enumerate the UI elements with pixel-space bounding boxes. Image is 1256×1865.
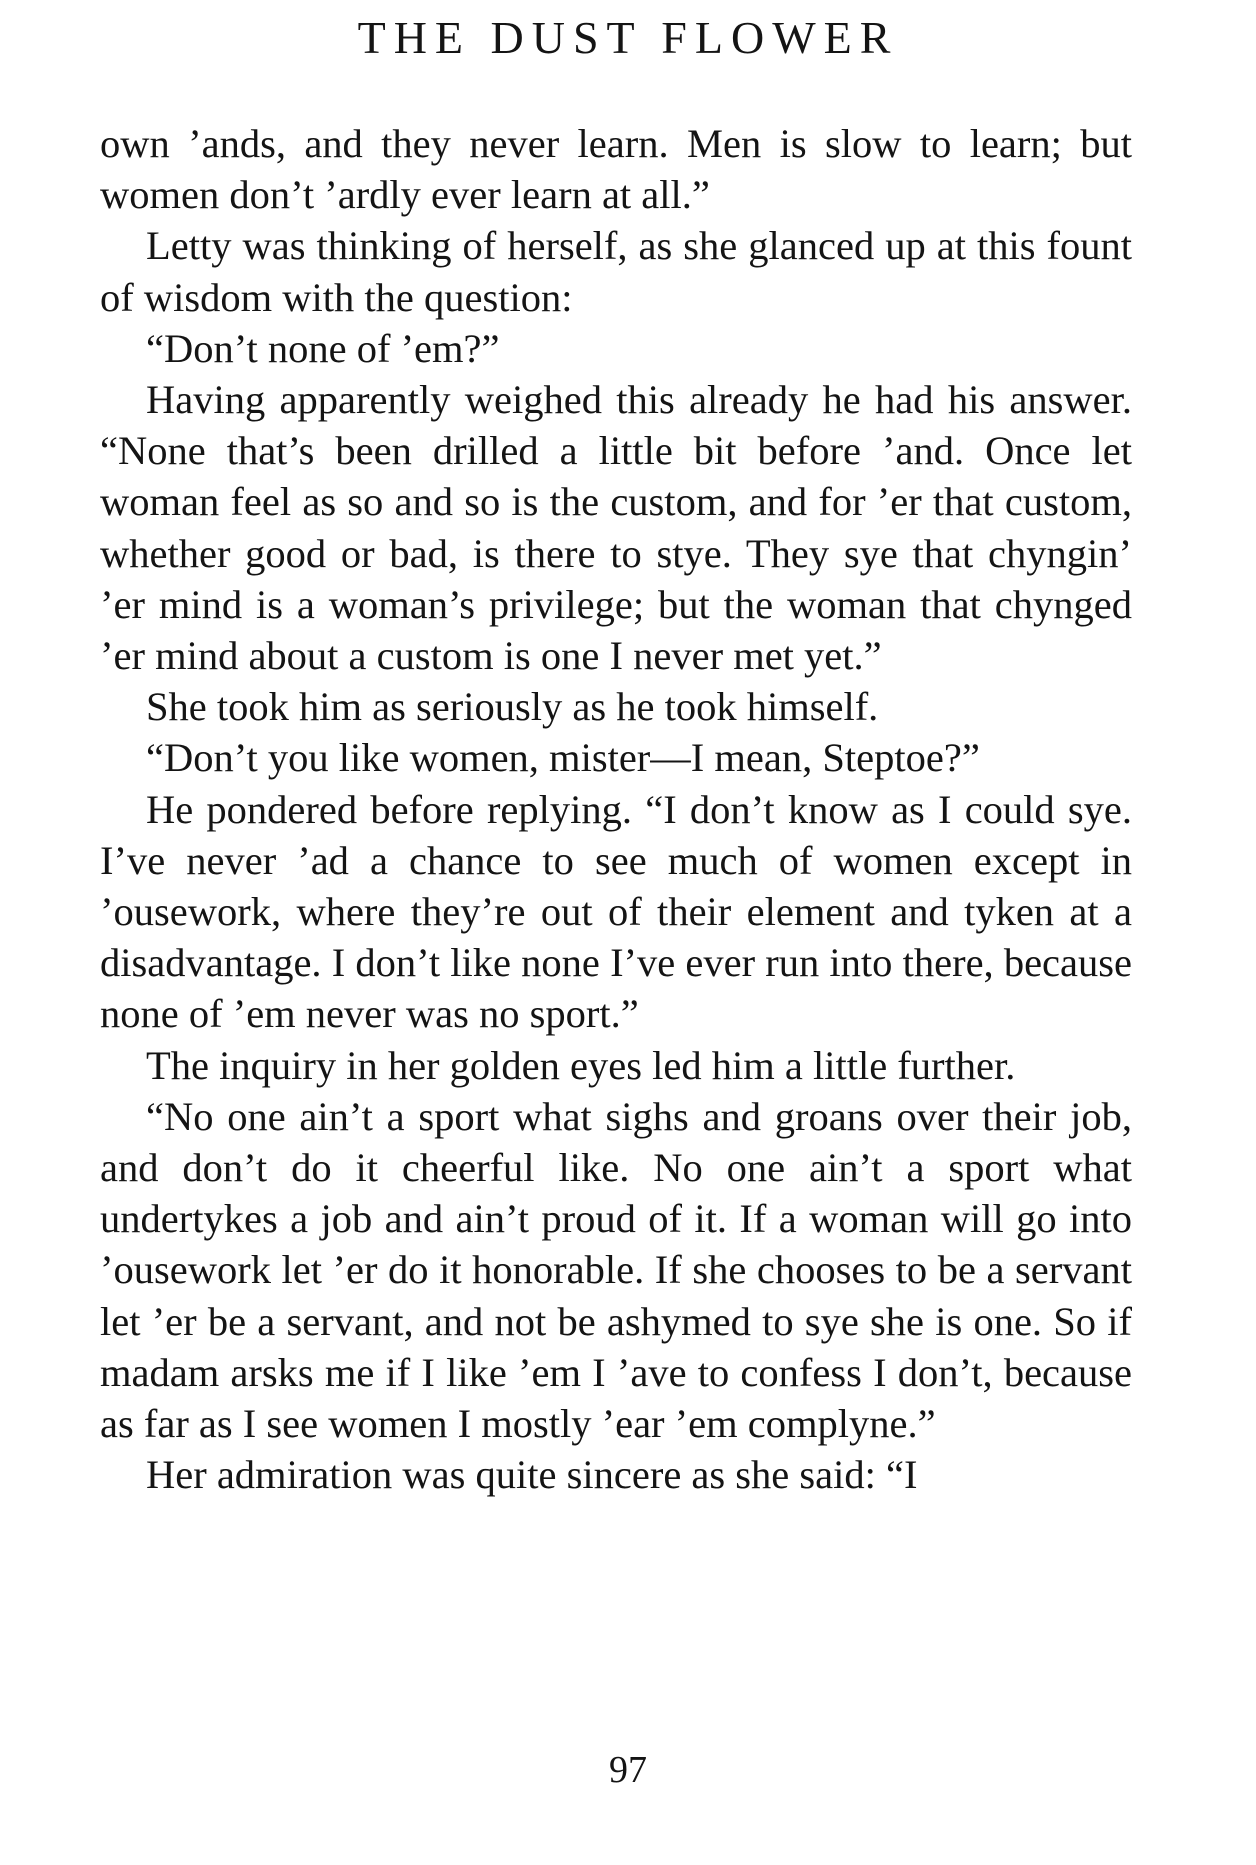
page-number: 97 bbox=[609, 1749, 647, 1791]
running-title: THE DUST FLOWER bbox=[357, 12, 899, 63]
body-text bbox=[100, 118, 1132, 1500]
paragraph: Letty was thinking of herself, as she glanced up at this fount of wisdom with the question: bbox=[100, 223, 1132, 320]
paragraph: “Don’t you like women, mister—I mean, Steptoe?” bbox=[146, 735, 980, 781]
paragraph: The inquiry in her golden eyes led him a little further. bbox=[146, 1042, 1016, 1088]
paragraph: “No one ain’t a sport what sighs and groans over their job, and don’t do it cheerful like. No one ain’t a sport what undertykes a job and ain’t proud of it. If a woman will go into ’ousework let ’er do it honorable. If she chooses to be a servant let ’er be a servant, and not be ashymed to sye she is one. So if madam arsks me if I like ’em I ’ave to confess I don’t, because as far as I see women I mostly ’ear ’em complyne.” bbox=[100, 1093, 1132, 1447]
paragraph: She took him as seriously as he took himself. bbox=[146, 684, 879, 730]
paragraph: He pondered before replying. “I don’t know as I could sye. I’ve never ’ad a chance to see much of women except in ’ousework, where they’re out of their element and tyken at a disadvantage. I don’t like none I’ve ever run into there, because none of ’em never was no sport.” bbox=[100, 786, 1132, 1037]
paragraph: “Don’t none of ’em?” bbox=[146, 325, 500, 371]
paragraph: own ’ands, and they never learn. Men is slow to learn; but women don’t ’ardly ever learn at all.” bbox=[100, 121, 1132, 218]
paragraph: Her admiration was quite sincere as she said: “I bbox=[146, 1452, 918, 1498]
paragraph: Having apparently weighed this already he had his answer. “None that’s been drilled a little bit before ’and. Once let woman feel as so and so is the custom, and for ’er that custom, whether good or bad, is there to stye. They sye that chyngin’ ’er mind is a woman’s privilege; but the woman that chynged ’er mind about a custom is one I never met yet.” bbox=[100, 377, 1132, 679]
